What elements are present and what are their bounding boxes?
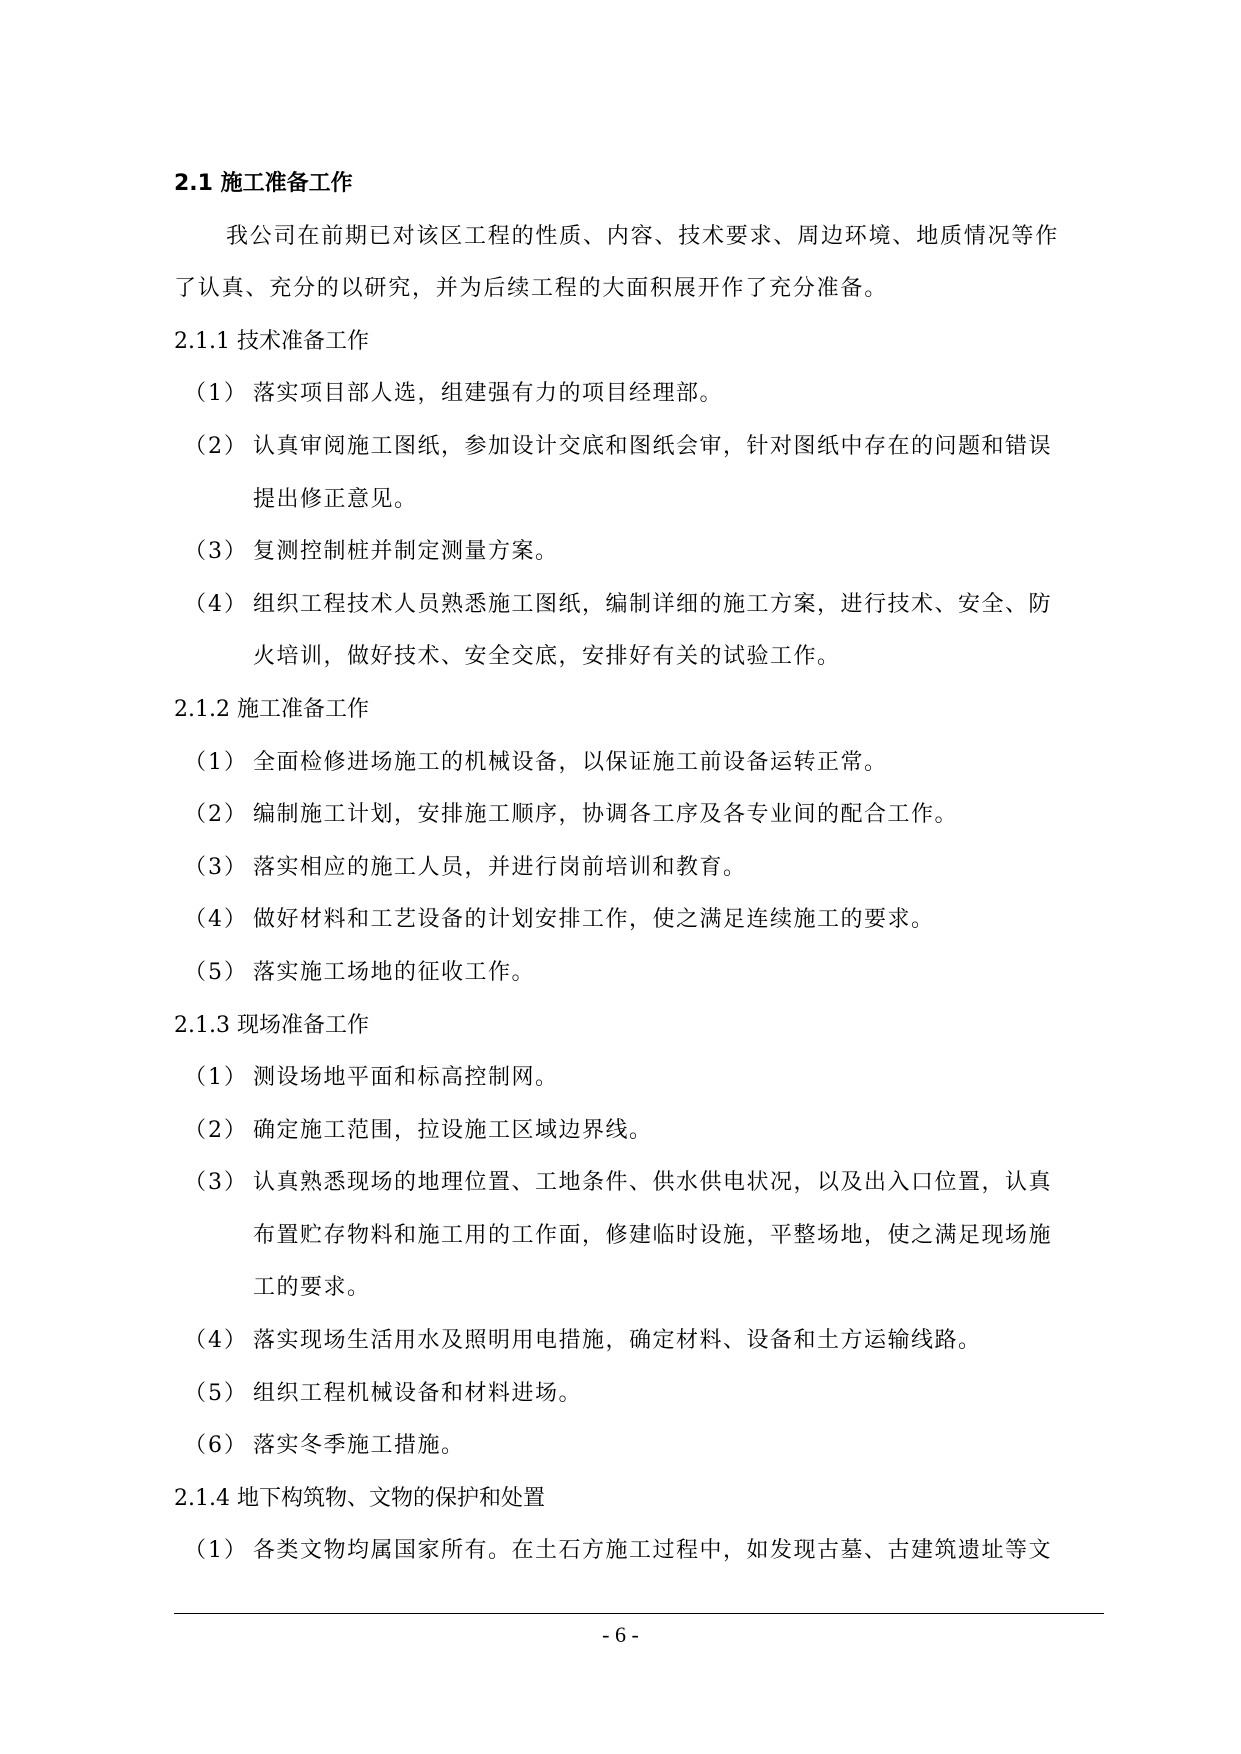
list-item-number: （2）: [184, 802, 248, 828]
list-item-text: 认真审阅施工图纸，参加设计交底和图纸会审，针对图纸中存在的问题和错误: [253, 433, 1053, 459]
list-item-text: 认真熟悉现场的地理位置、工地条件、供水供电状况，以及出入口位置，认真: [253, 1170, 1053, 1196]
list-item-number: （1）: [184, 749, 248, 775]
list-item-number: （6）: [184, 1433, 248, 1459]
list-item-continuation: 工的要求。: [253, 1275, 371, 1301]
list-item: [174, 1315, 1104, 1368]
list-item-text: 全面检修进场施工的机械设备，以保证施工前设备运转正常。: [253, 749, 888, 775]
list-item: [174, 789, 1104, 842]
list-item-text: 组织工程技术人员熟悉施工图纸，编制详细的施工方案，进行技术、安全、防: [253, 591, 1053, 617]
list-item-text: 落实项目部人选，组建强有力的项目经理部。: [253, 381, 724, 407]
list-item-number: （1）: [184, 381, 248, 407]
list-item: [174, 1105, 1104, 1158]
footer-divider: [174, 1613, 1104, 1614]
list-item: [174, 1368, 1104, 1421]
list-item-number: （3）: [184, 539, 248, 565]
list-item-continuation: 火培训，做好技术、安全交底，安排好有关的试验工作。: [253, 644, 841, 670]
list-item-number: （5）: [184, 1380, 248, 1406]
list-item-text: 落实现场生活用水及照明用电措施，确定材料、设备和土方运输线路。: [253, 1328, 982, 1354]
list-item: [174, 526, 1104, 579]
subsection-heading-technical: 2.1.1 技术准备工作: [174, 328, 369, 354]
list-item-text: 测设场地平面和标高控制网。: [253, 1065, 559, 1091]
list-item: [174, 1525, 1104, 1578]
list-item: [174, 947, 1104, 1000]
list-item: [174, 368, 1104, 421]
list-item-number: （4）: [184, 591, 248, 617]
list-item-text: 各类文物均属国家所有。在土石方施工过程中，如发现古墓、古建筑遗址等文: [253, 1538, 1053, 1564]
intro-paragraph-line-1: 我公司在前期已对该区工程的性质、内容、技术要求、周边环境、地质情况等作: [226, 223, 1060, 249]
list-item-text: 落实冬季施工措施。: [253, 1433, 465, 1459]
subsection-heading-construction: 2.1.2 施工准备工作: [174, 696, 369, 722]
list-item: [174, 842, 1104, 895]
list-item-text: 组织工程机械设备和材料进场。: [253, 1380, 583, 1406]
list-item: [174, 1420, 1104, 1473]
list-item: [174, 737, 1104, 790]
list-item-text: 确定施工范围，拉设施工区域边界线。: [253, 1117, 653, 1143]
list-item-number: （2）: [184, 433, 248, 459]
list-item-text: 落实施工场地的征收工作。: [253, 959, 536, 985]
list-item-number: （1）: [184, 1538, 248, 1564]
subsection-heading-protection: 2.1.4 地下构筑物、文物的保护和处置: [174, 1485, 545, 1511]
list-item: [174, 894, 1104, 947]
list-item: [174, 421, 1104, 474]
section-heading: 2.1 施工准备工作: [174, 171, 353, 196]
page-number: - 6 -: [602, 1622, 639, 1647]
list-item-text: 复测控制桩并制定测量方案。: [253, 539, 559, 565]
list-item-continuation: 布置贮存物料和施工用的工作面，修建临时设施，平整场地，使之满足现场施: [253, 1222, 1053, 1248]
list-item-number: （1）: [184, 1065, 248, 1091]
list-item-continuation: 提出修正意见。: [253, 486, 418, 512]
list-item-number: （4）: [184, 1328, 248, 1354]
list-item: [174, 1157, 1104, 1210]
subsection-heading-site: 2.1.3 现场准备工作: [174, 1012, 369, 1038]
list-item-number: （2）: [184, 1117, 248, 1143]
list-item-text: 编制施工计划，安排施工顺序，协调各工序及各专业间的配合工作。: [253, 802, 959, 828]
page-content: [174, 158, 1104, 1578]
list-item-number: （3）: [184, 854, 248, 880]
list-item-text: 做好材料和工艺设备的计划安排工作，使之满足连续施工的要求。: [253, 907, 935, 933]
list-item: [174, 1052, 1104, 1105]
list-item-number: （3）: [184, 1170, 248, 1196]
intro-paragraph-line-2: 了认真、充分的以研究，并为后续工程的大面积展开作了充分准备。: [174, 276, 889, 302]
list-item-text: 落实相应的施工人员，并进行岗前培训和教育。: [253, 854, 747, 880]
list-item: [174, 579, 1104, 632]
list-item-number: （4）: [184, 907, 248, 933]
list-item-number: （5）: [184, 959, 248, 985]
